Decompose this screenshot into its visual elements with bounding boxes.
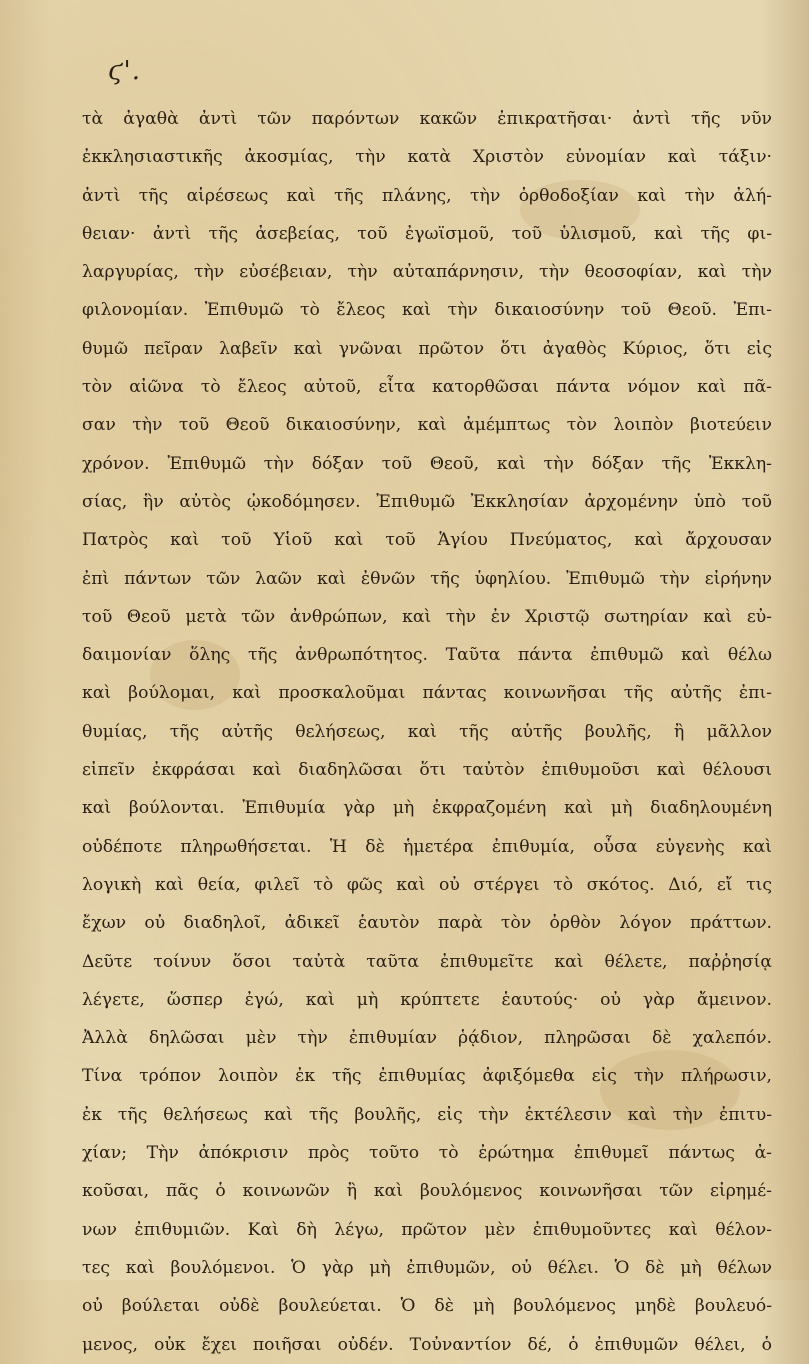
text-line: ἐκκλησιαστικῆς ἀκοσμίας, τὴν κατὰ Χριστὸν εὐνομίαν καὶ τάξιν· bbox=[82, 147, 772, 168]
text-line: σαν τὴν τοῦ Θεοῦ δικαιοσύνην, καὶ ἀμέμπτως τὸν λοιπὸν βιοτεύειν bbox=[82, 415, 772, 436]
text-line: ἐπὶ πάντων τῶν λαῶν καὶ ἐθνῶν τῆς ὑφηλίου. Ἐπιθυμῶ τὴν εἰρήνην bbox=[82, 568, 772, 589]
text-line: τὸν αἰῶνα τὸ ἔλεος αὐτοῦ, εἶτα κατορθῶσαι πάντα νόμον καὶ πᾶ- bbox=[82, 377, 772, 398]
text-line: χρόνον. Ἐπιθυμῶ τὴν δόξαν τοῦ Θεοῦ, καὶ τὴν δόξαν τῆς Ἐκκλη- bbox=[82, 453, 772, 474]
text-line: θειαν· ἀντὶ τῆς ἀσεβείας, τοῦ ἐγωϊσμοῦ, τοῦ ὑλισμοῦ, καὶ τῆς φι- bbox=[82, 223, 772, 244]
text-line: Πατρὸς καὶ τοῦ Υἱοῦ καὶ τοῦ Ἁγίου Πνεύματος, καὶ ἄρχουσαν bbox=[82, 530, 772, 551]
text-line: τες καὶ βουλόμενοι. Ὁ γὰρ μὴ ἐπιθυμῶν, οὐ θέλει. Ὁ δὲ μὴ θέλων bbox=[82, 1257, 772, 1278]
text-line: ἔχων οὐ διαδηλοῖ, ἀδικεῖ ἑαυτὸν παρὰ τὸν ὀρθὸν λόγον πράττων. bbox=[82, 913, 772, 934]
text-line: εἰπεῖν ἐκφράσαι καὶ διαδηλῶσαι ὅτι ταὐτὸν ἐπιθυμοῦσι καὶ θέλουσι bbox=[82, 760, 772, 781]
text-line: Τίνα τρόπον λοιπὸν ἐκ τῆς ἐπιθυμίας ἀφιξόμεθα εἰς τὴν πλήρωσιν, bbox=[82, 1066, 772, 1087]
text-line: Ἀλλὰ δηλῶσαι μὲν τὴν ἐπιθυμίαν ῥᾴδιον, πληρῶσαι δὲ χαλεπόν. bbox=[82, 1028, 772, 1049]
text-line: νων ἐπιθυμιῶν. Καὶ δὴ λέγω, πρῶτον μὲν ἐπιθυμοῦντες καὶ θέλον- bbox=[82, 1219, 772, 1240]
page-number: ϛ'. bbox=[108, 56, 141, 86]
text-line: λέγετε, ὥσπερ ἐγώ, καὶ μὴ κρύπτετε ἑαυτούς· οὐ γὰρ ἄμεινον. bbox=[82, 989, 772, 1010]
text-line: καὶ βούλομαι, καὶ προσκαλοῦμαι πάντας κοινωνῆσαι τῆς αὐτῆς ἐπι- bbox=[82, 683, 772, 704]
text-line: θυμῶ πεῖραν λαβεῖν καὶ γνῶναι πρῶτον ὅτι ἀγαθὸς Κύριος, ὅτι εἰς bbox=[82, 338, 772, 359]
text-line: φιλονομίαν. Ἐπιθυμῶ τὸ ἔλεος καὶ τὴν δικαιοσύνην τοῦ Θεοῦ. Ἐπι- bbox=[82, 300, 772, 321]
text-line: λογικὴ καὶ θεία, φιλεῖ τὸ φῶς καὶ οὐ στέργει τὸ σκότος. Διό, εἴ τις bbox=[82, 874, 772, 895]
text-line: μενος, οὐκ ἔχει ποιῆσαι οὐδέν. Τοὐναντίον δέ, ὁ ἐπιθυμῶν θέλει, ὁ bbox=[82, 1334, 772, 1355]
text-line: δαιμονίαν ὅλης τῆς ἀνθρωπότητος. Ταῦτα πάντα ἐπιθυμῶ καὶ θέλω bbox=[82, 645, 772, 666]
text-line: οὐ βούλεται οὐδὲ βουλεύεται. Ὁ δὲ μὴ βουλόμενος μηδὲ βουλευό- bbox=[82, 1296, 772, 1317]
text-line: ἀντὶ τῆς αἱρέσεως καὶ τῆς πλάνης, τὴν ὀρθοδοξίαν καὶ τὴν ἀλή- bbox=[82, 185, 772, 206]
text-line: κοῦσαι, πᾶς ὁ κοινωνῶν ἢ καὶ βουλόμενος κοινωνῆσαι τῶν εἰρημέ- bbox=[82, 1181, 772, 1202]
text-line: καὶ βούλονται. Ἐπιθυμία γὰρ μὴ ἐκφραζομένη καὶ μὴ διαδηλουμένη bbox=[82, 798, 772, 819]
body-text bbox=[82, 100, 772, 1364]
text-line: οὐδέποτε πληρωθήσεται. Ἡ δὲ ἡμετέρα ἐπιθυμία, οὖσα εὐγενὴς καὶ bbox=[82, 836, 772, 857]
text-line: Δεῦτε τοίνυν ὅσοι ταὐτὰ ταῦτα ἐπιθυμεῖτε καὶ θέλετε, παῤῥησίᾳ bbox=[82, 951, 772, 972]
text-line: τὰ ἀγαθὰ ἀντὶ τῶν παρόντων κακῶν ἐπικρατῆσαι· ἀντὶ τῆς νῦν bbox=[82, 109, 772, 129]
text-line: λαργυρίας, τὴν εὐσέβειαν, τὴν αὐταπάρνησιν, τὴν θεοσοφίαν, καὶ τὴν bbox=[82, 262, 772, 283]
text-line: θυμίας, τῆς αὐτῆς θελήσεως, καὶ τῆς αὐτῆς βουλῆς, ἢ μᾶλλον bbox=[82, 721, 772, 742]
text-line: χίαν; Τὴν ἀπόκρισιν πρὸς τοῦτο τὸ ἐρώτημα ἐπιθυμεῖ πάντως ἀ- bbox=[82, 1143, 772, 1164]
text-line: σίας, ἣν αὐτὸς ᾠκοδόμησεν. Ἐπιθυμῶ Ἐκκλησίαν ἀρχομένην ὑπὸ τοῦ bbox=[82, 491, 772, 512]
text-line: ἐκ τῆς θελήσεως καὶ τῆς βουλῆς, εἰς τὴν ἐκτέλεσιν καὶ τὴν ἐπιτυ- bbox=[82, 1104, 772, 1125]
text-line: τοῦ Θεοῦ μετὰ τῶν ἀνθρώπων, καὶ τὴν ἐν Χριστῷ σωτηρίαν καὶ εὐ- bbox=[82, 606, 772, 627]
